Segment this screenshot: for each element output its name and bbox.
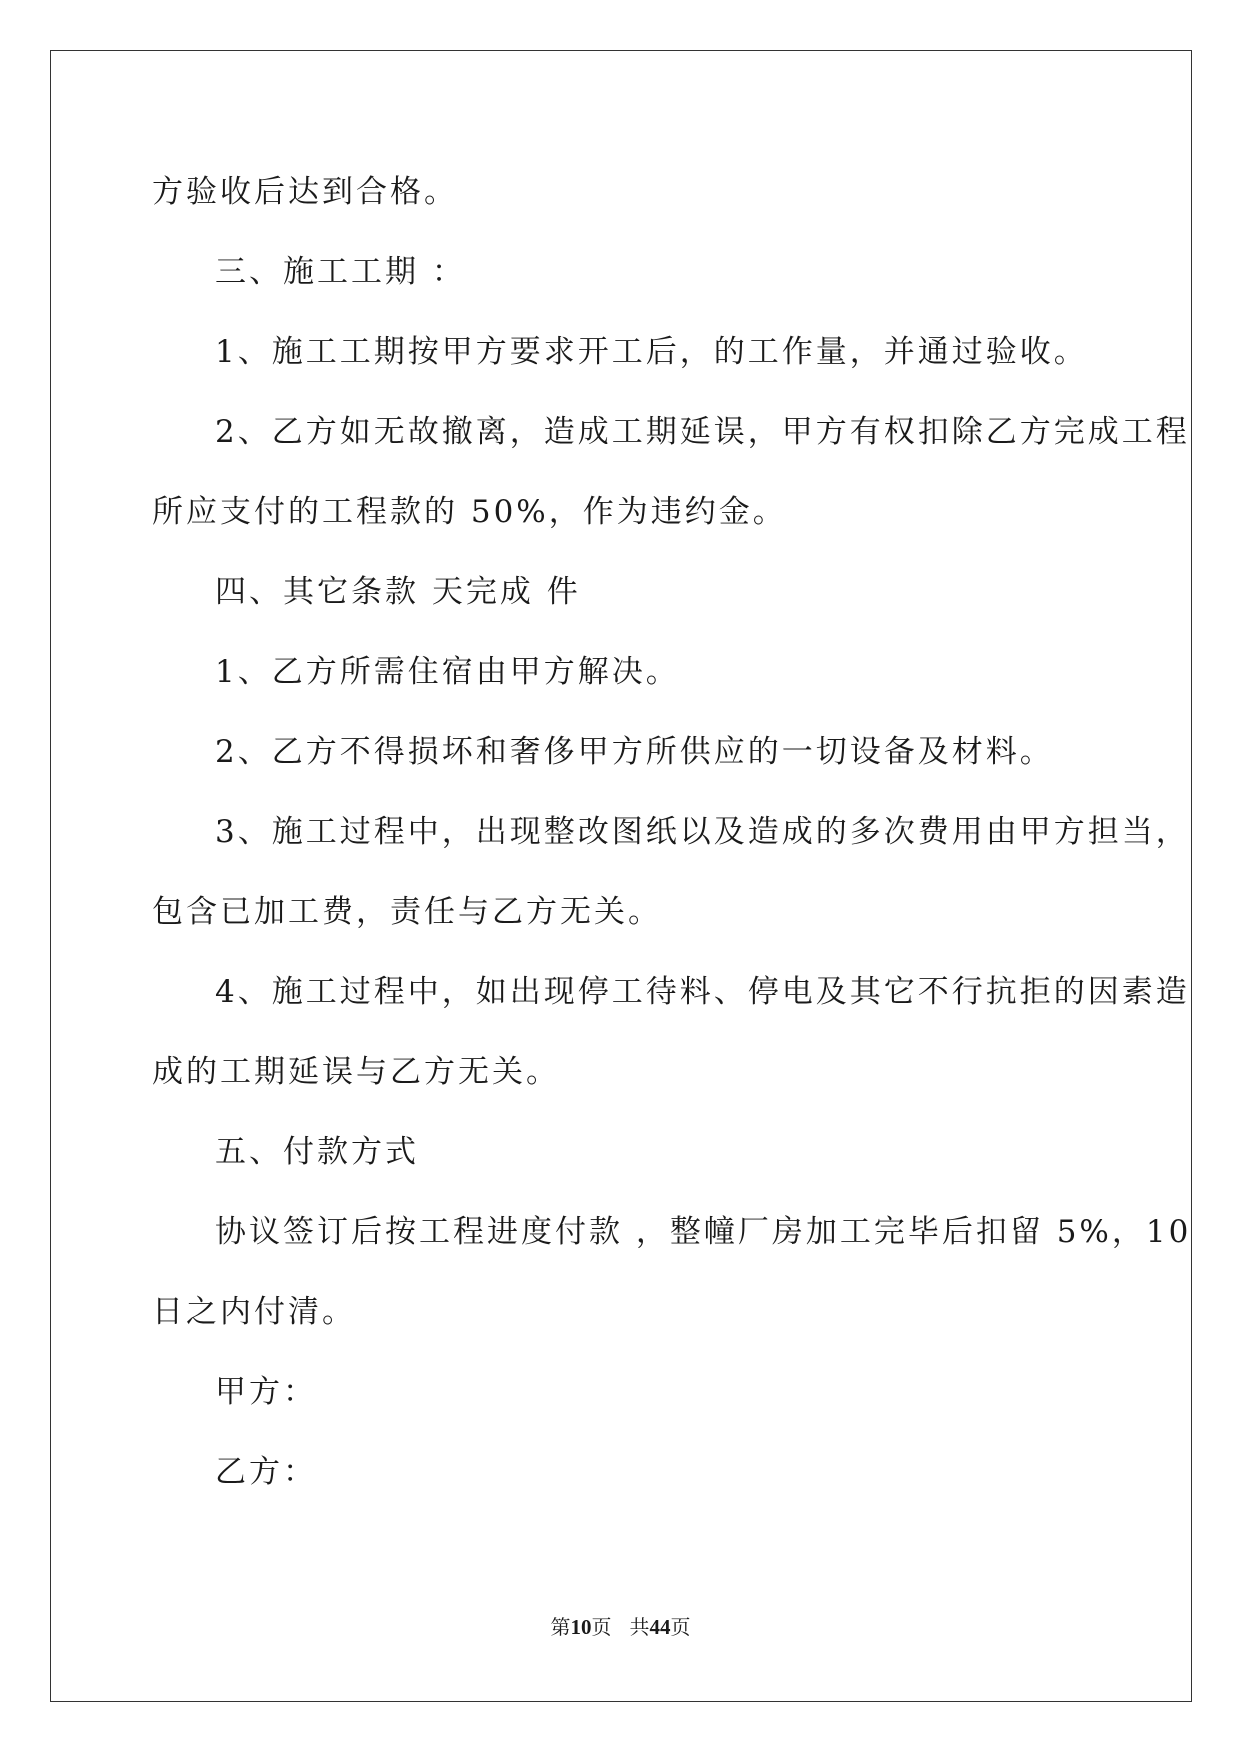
current-page-number: 10 (570, 1615, 592, 1639)
paragraph-line: 成的工期延误与乙方无关。 (152, 1054, 560, 1090)
section-heading: 三、施工工期 ： (215, 254, 466, 290)
paragraph-line: 日之内付清。 (152, 1294, 356, 1330)
paragraph-line: 4、施工过程中，如出现停工待料、停电及其它不行抗拒的因素造 (215, 974, 1190, 1010)
paragraph-line: 1、乙方所需住宿由甲方解决。 (215, 654, 680, 690)
section-heading: 四、其它条款 天完成 件 (215, 574, 581, 610)
paragraph-line: 所应支付的工程款的 50%，作为违约金。 (152, 494, 787, 530)
footer-total-suffix: 页 (670, 1615, 691, 1639)
section-heading: 五、付款方式 (215, 1134, 419, 1170)
page-footer (0, 1614, 1241, 1640)
party-b-label: 乙方： (215, 1454, 317, 1490)
footer-total-prefix: 共 (629, 1615, 650, 1639)
paragraph-line: 协议签订后按工程进度付款 ，整幢厂房加工完毕后扣留 5%，10 (215, 1214, 1192, 1250)
footer-prefix: 第 (550, 1615, 571, 1639)
paragraph-line: 包含已加工费，责任与乙方无关。 (152, 894, 662, 930)
footer-page-suffix: 页 (591, 1615, 612, 1639)
paragraph-line: 2、乙方如无故撤离，造成工期延误，甲方有权扣除乙方完成工程 (215, 414, 1190, 450)
paragraph-line: 1、施工工期按甲方要求开工后，的工作量，并通过验收。 (215, 334, 1088, 370)
paragraph-line: 方验收后达到合格。 (152, 174, 458, 210)
party-a-label: 甲方： (215, 1374, 317, 1410)
total-page-count: 44 (649, 1615, 671, 1639)
paragraph-line: 2、乙方不得损坏和奢侈甲方所供应的一切设备及材料。 (215, 734, 1054, 770)
paragraph-line: 3、施工过程中，出现整改图纸以及造成的多次费用由甲方担当， (215, 814, 1190, 850)
